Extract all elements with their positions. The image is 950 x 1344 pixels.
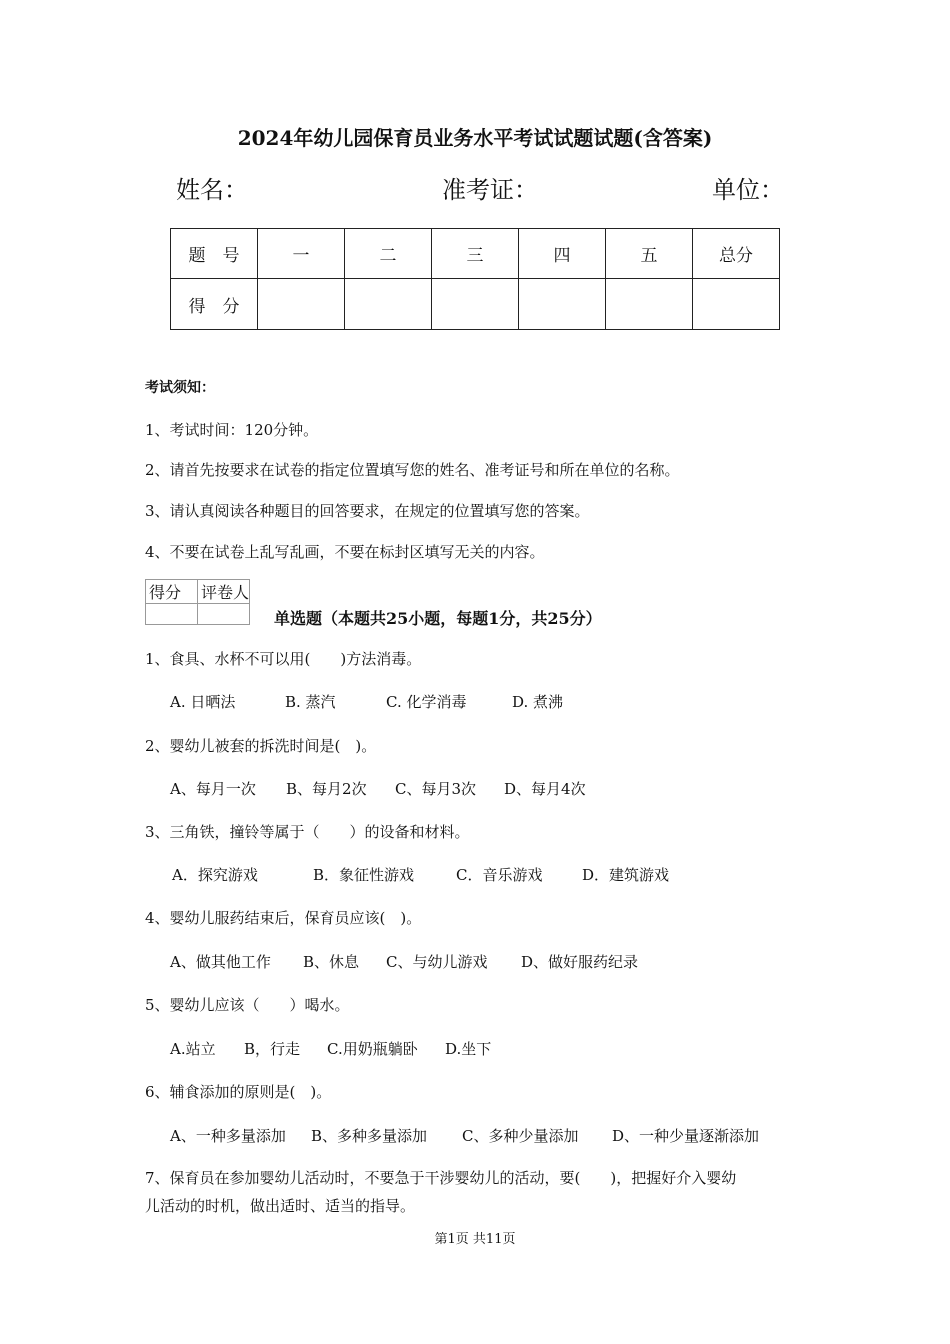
score-header-part-2: 二 bbox=[345, 229, 432, 279]
q2-option-c: C、每月3次 bbox=[395, 780, 477, 798]
notice-item: 4、不要在试卷上乱写乱画，不要在标封区填写无关的内容。 bbox=[145, 543, 545, 561]
score-header-total: 总分 bbox=[693, 229, 780, 279]
score-header-part-4: 四 bbox=[519, 229, 606, 279]
q5-option-a: A.站立 bbox=[170, 1040, 216, 1058]
q2-option-a: A、每月一次 bbox=[170, 780, 256, 798]
question-6: 6、辅食添加的原则是( )。 bbox=[145, 1083, 332, 1101]
q6-option-d: D、一种少量逐渐添加 bbox=[612, 1127, 760, 1145]
score-cell-2 bbox=[345, 279, 432, 330]
q1-option-c: C. 化学消毒 bbox=[386, 693, 467, 711]
q4-option-a: A、做其他工作 bbox=[170, 953, 271, 971]
score-table-score-row bbox=[171, 279, 780, 330]
document-title: 2024年幼儿园保育员业务水平考试试题试题(含答案) bbox=[237, 126, 713, 150]
exam-id-field-label: 准考证： bbox=[442, 176, 538, 204]
notice-item: 2、请首先按要求在试卷的指定位置填写您的姓名、准考证号和所在单位的名称。 bbox=[145, 461, 680, 479]
score-header-part-3: 三 bbox=[432, 229, 519, 279]
q1-option-d: D. 煮沸 bbox=[512, 693, 564, 711]
q6-option-b: B、多种多量添加 bbox=[311, 1127, 428, 1145]
grader-reviewer-cell bbox=[198, 604, 250, 625]
q3-option-d: D．建筑游戏 bbox=[582, 866, 670, 884]
section-heading: 单选题（本题共25小题，每题1分，共25分） bbox=[274, 609, 602, 628]
grader-reviewer-label: 评卷人 bbox=[198, 580, 250, 604]
page-footer: 第1页 共11页 bbox=[434, 1232, 516, 1247]
q5-option-d: D.坐下 bbox=[445, 1040, 492, 1058]
score-table-header-row bbox=[171, 229, 780, 279]
q4-option-c: C、与幼儿游戏 bbox=[386, 953, 488, 971]
notice-item: 1、考试时间：120分钟。 bbox=[145, 421, 319, 439]
score-cell-5 bbox=[606, 279, 693, 330]
score-header-label: 题 号 bbox=[171, 229, 258, 279]
q1-option-a: A. 日晒法 bbox=[170, 693, 236, 711]
question-2: 2、婴幼儿被套的拆洗时间是( )。 bbox=[145, 737, 377, 755]
unit-field-label: 单位： bbox=[712, 176, 784, 204]
q3-option-a: A．探究游戏 bbox=[172, 866, 258, 884]
q6-option-c: C、多种少量添加 bbox=[462, 1127, 579, 1145]
q3-option-c: C．音乐游戏 bbox=[456, 866, 543, 884]
question-3: 3、三角铁，撞铃等属于（ ）的设备和材料。 bbox=[145, 823, 470, 841]
q5-option-b: B，行走 bbox=[244, 1040, 301, 1058]
score-cell-4 bbox=[519, 279, 606, 330]
q6-option-a: A、一种多量添加 bbox=[170, 1127, 286, 1145]
q5-option-c: C.用奶瓶躺卧 bbox=[327, 1040, 418, 1058]
question-7: 7、保育员在参加婴幼儿活动时，不要急于干涉婴幼儿的活动，要( )，把握好介入婴幼 bbox=[145, 1169, 737, 1187]
q2-option-d: D、每月4次 bbox=[504, 780, 586, 798]
score-row-label: 得 分 bbox=[171, 279, 258, 330]
question-4: 4、婴幼儿服药结束后，保育员应该( )。 bbox=[145, 909, 422, 927]
score-cell-3 bbox=[432, 279, 519, 330]
score-header-part-1: 一 bbox=[258, 229, 345, 279]
grader-score-label: 得分 bbox=[146, 580, 198, 604]
grader-score-cell bbox=[146, 604, 198, 625]
q1-option-b: B. 蒸汽 bbox=[285, 693, 336, 711]
q2-option-b: B、每月2次 bbox=[286, 780, 367, 798]
q4-option-b: B、休息 bbox=[303, 953, 360, 971]
notice-item: 3、请认真阅读各种题目的回答要求，在规定的位置填写您的答案。 bbox=[145, 502, 590, 520]
score-header-part-5: 五 bbox=[606, 229, 693, 279]
q3-option-b: B．象征性游戏 bbox=[313, 866, 415, 884]
q4-option-d: D、做好服药纪录 bbox=[521, 953, 639, 971]
notice-title: 考试须知： bbox=[145, 380, 215, 396]
name-field-label: 姓名： bbox=[176, 176, 248, 204]
score-cell-total bbox=[693, 279, 780, 330]
score-cell-1 bbox=[258, 279, 345, 330]
question-1: 1、食具、水杯不可以用( )方法消毒。 bbox=[145, 650, 422, 668]
question-7-continued: 儿活动的时机，做出适时、适当的指导。 bbox=[145, 1197, 416, 1215]
question-5: 5、婴幼儿应该（ ）喝水。 bbox=[145, 996, 350, 1014]
grader-box bbox=[145, 579, 250, 625]
score-table bbox=[170, 228, 780, 330]
